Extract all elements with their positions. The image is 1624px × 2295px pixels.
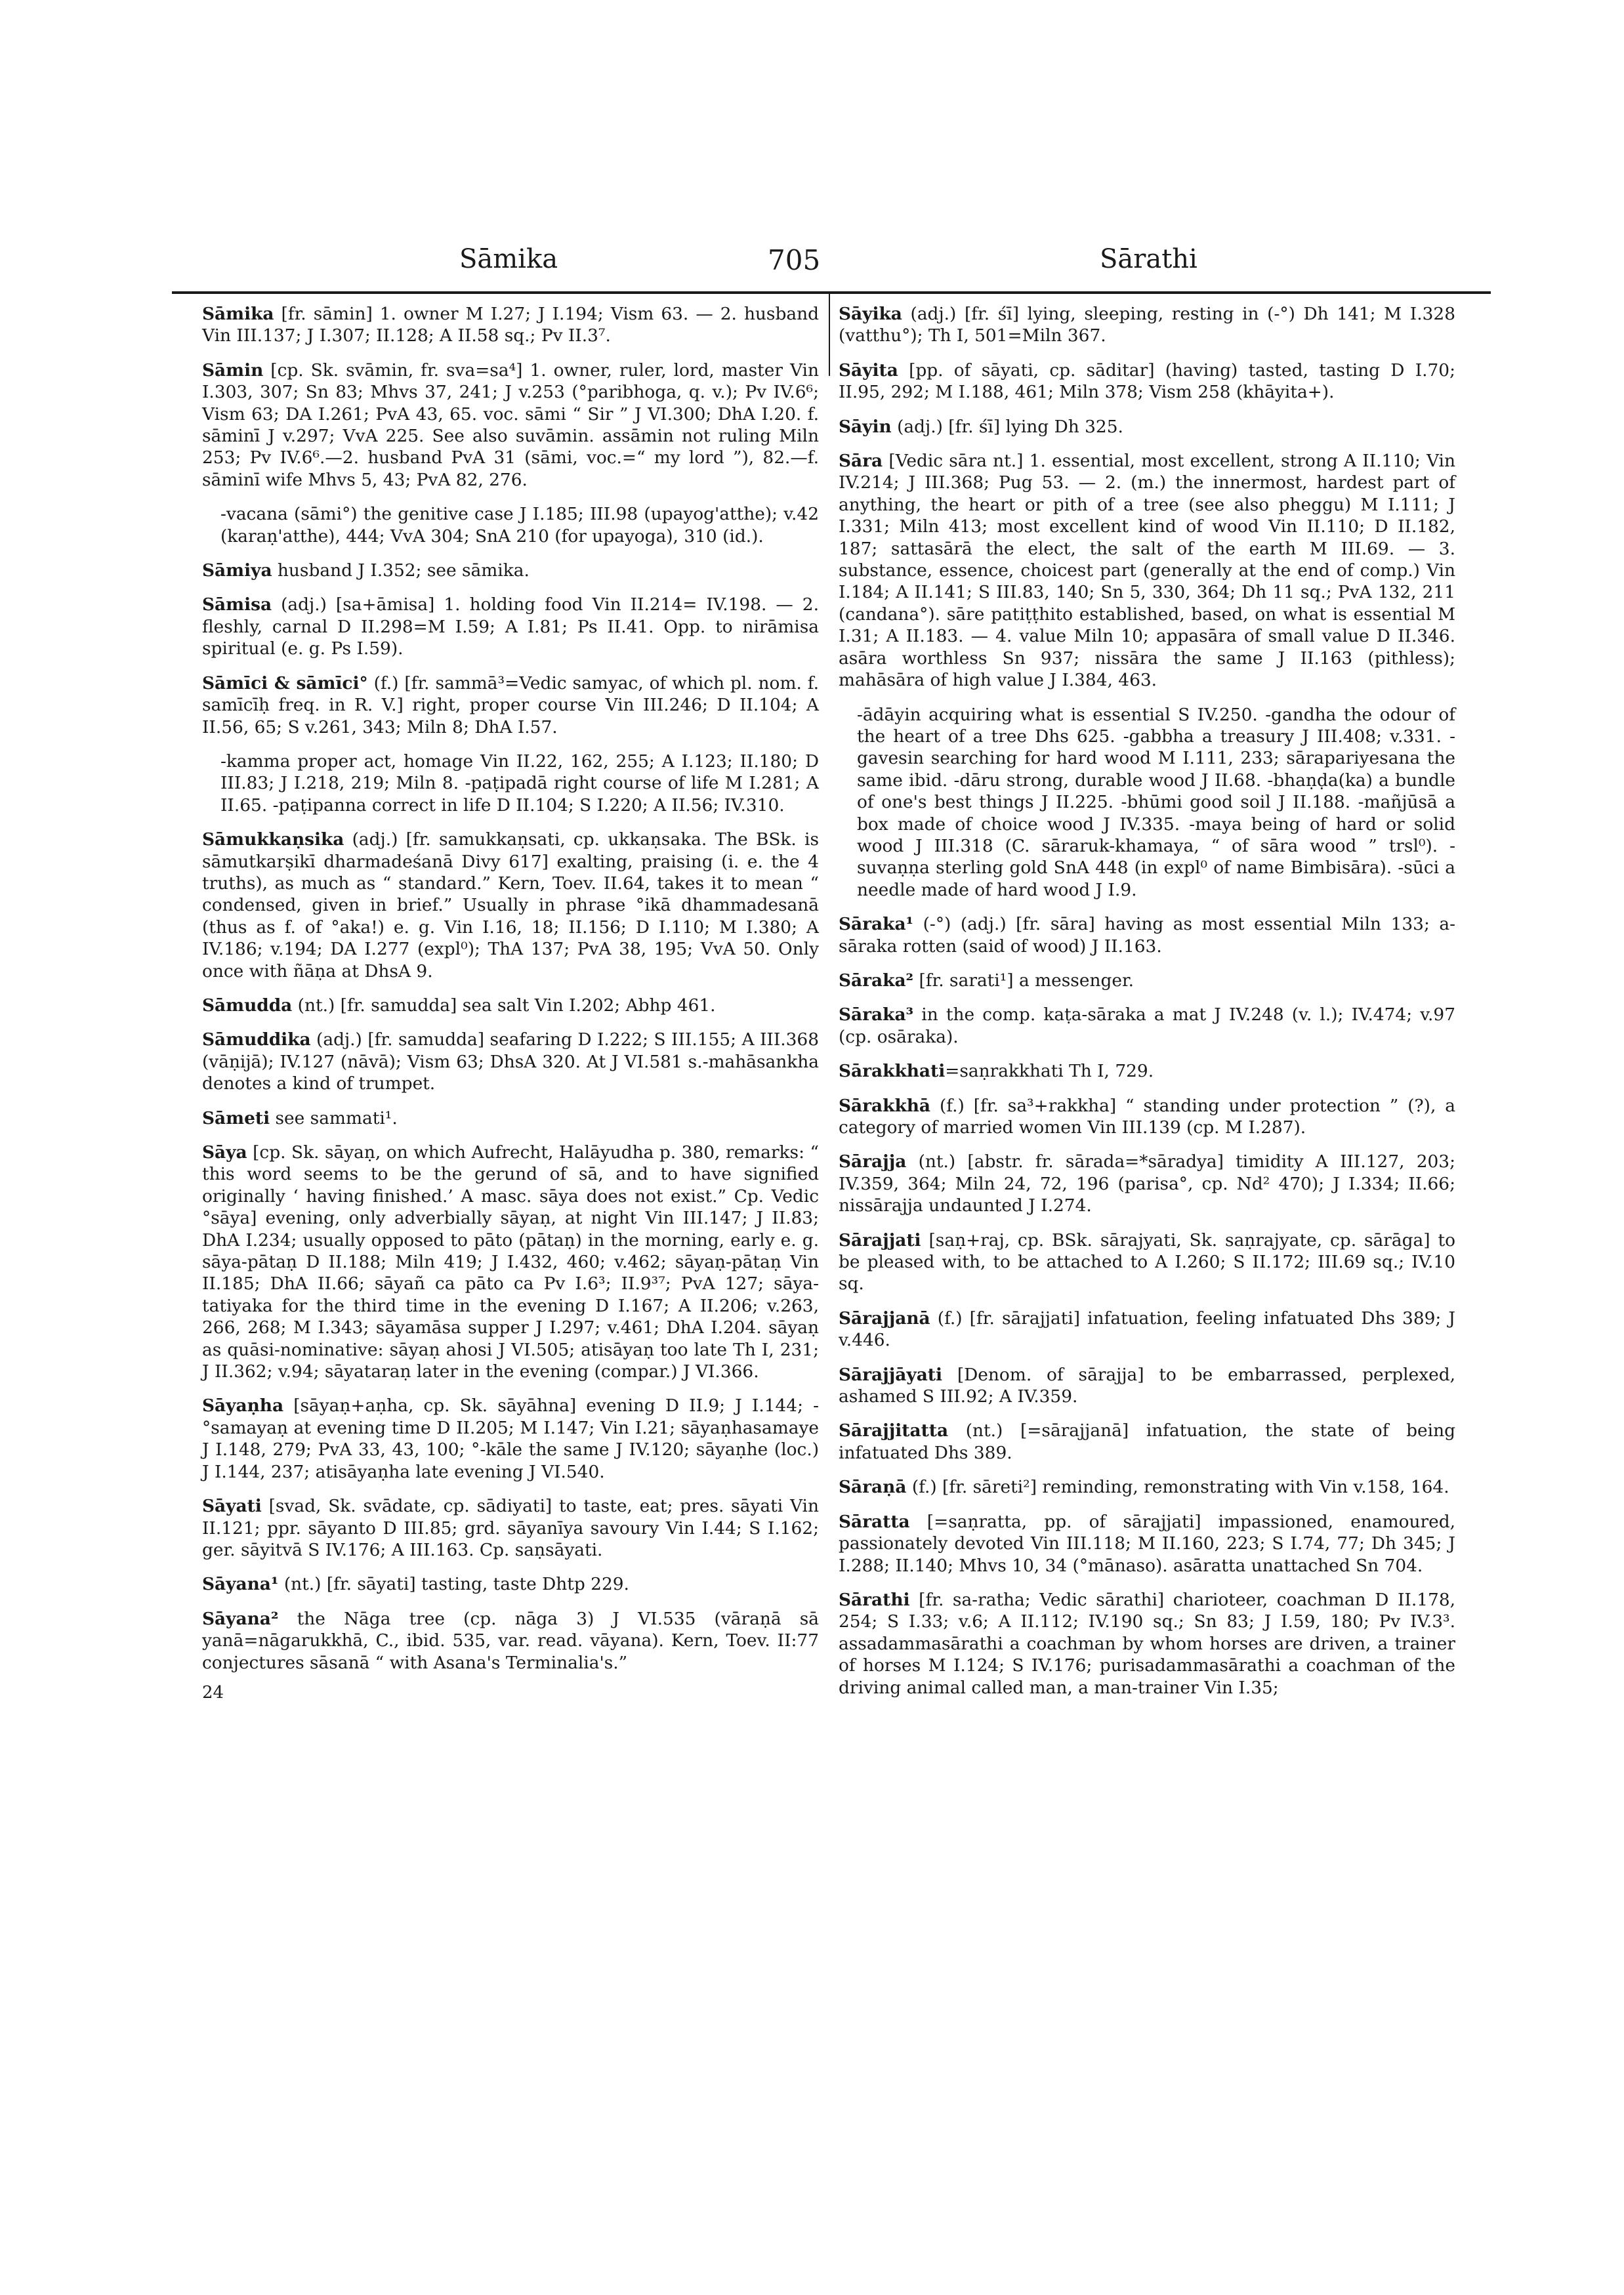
entry-definition: (f.) [fr. sāreti²] reminding, remonstrating with Vin v.158, 164. bbox=[906, 1477, 1449, 1498]
entry-definition: (-°) (adj.) [fr. sāra] having as most essential Miln 133; a-sāraka rotten (said of wood) J II.163. bbox=[839, 914, 1455, 957]
entry-headword: Sāyana¹ bbox=[202, 1574, 279, 1595]
entry-headword: Sāraṇā bbox=[839, 1477, 907, 1498]
entry-headword: Sāraka² bbox=[839, 970, 914, 991]
entry-headword: Sāmukkaṇsika bbox=[202, 829, 344, 850]
entry-headword: Sāmin bbox=[202, 360, 264, 381]
entry-headword: Sāraka¹ bbox=[839, 914, 914, 935]
entry-definition: [pp. of sāyati, cp. sāditar] (having) tasted, tasting D I.70; II.95, 292; M I.188, 461; Miln 378; Vism 258 (khāyita+). bbox=[839, 360, 1455, 403]
entry-definition: (adj.) [sa+āmisa] 1. holding food Vin II.214= IV.198. — 2. fleshly, carnal D II.298=M I.59; A I.81; Ps II.41. Opp. to nirāmisa spiritual (e. g. Ps I.59). bbox=[202, 594, 819, 659]
dictionary-entry bbox=[839, 1476, 1455, 1498]
signature-mark: 24 bbox=[202, 1682, 224, 1703]
entry-definition: (adj.) [fr. śī] lying Dh 325. bbox=[891, 416, 1123, 437]
entry-headword: Sārajjāyati bbox=[839, 1364, 943, 1385]
entry-headword: Sārakkhati bbox=[839, 1061, 946, 1082]
entry-headword: Sāmeti bbox=[202, 1107, 270, 1128]
entry-headword: Sāmisa bbox=[202, 594, 272, 615]
dictionary-entry bbox=[839, 970, 1455, 991]
entry-definition: -kamma proper act, homage Vin II.22, 162, 255; A I.123; II.180; D III.83; J I.218, 219; Miln 8. -paṭipadā right course of life M I.281; A II.65. -paṭipanna correct in life D II.104; S I.220; A II.56; IV.310. bbox=[220, 751, 819, 816]
dictionary-entry bbox=[839, 450, 1455, 691]
running-head-right: Sārathi bbox=[1100, 244, 1197, 274]
entry-definition: (f.) [fr. sammā³=Vedic samyac, of which pl. nom. f. samīcīḥ freq. in R. V.] right, proper course Vin III.246; D II.104; A II.56, 65; S v.261, 343; Miln 8; DhA I.57. bbox=[202, 672, 820, 737]
dictionary-entry bbox=[202, 560, 819, 581]
page-header bbox=[0, 244, 1624, 283]
entry-headword: Sārajjati bbox=[839, 1230, 921, 1251]
entry-definition: =saṇrakkhati Th I, 729. bbox=[945, 1061, 1154, 1082]
page-number: 705 bbox=[768, 244, 821, 276]
dictionary-entry bbox=[839, 913, 1455, 957]
dictionary-entry bbox=[839, 1511, 1455, 1577]
entry-definition: in the comp. kaṭa-sāraka a mat J IV.248 (v. l.); IV.474; v.97 (cp. osāraka). bbox=[839, 1004, 1455, 1047]
right-column bbox=[839, 303, 1455, 1711]
entry-definition: [fr. sa-ratha; Vedic sārathi] charioteer, coachman D II.178, 254; S I.33; v.6; A II.112; IV.190 sq.; Sn 83; J I.59, 180; Pv IV.3³. assadammasārathi a coachman by whom horses are driven, a trainer of horses M I.124; S IV.176; purisadammasārathi a coachman of the driving animal called man, a man-trainer Vin I.35; bbox=[839, 1589, 1455, 1698]
entry-definition: (nt.) [abstr. fr. sārada=*sāradya] timidity A III.127, 203; IV.359, 364; Miln 24, 72, 196 (parisa°, cp. Nd² 470); J I.334; II.66; nissārajja undaunted J I.274. bbox=[839, 1151, 1455, 1216]
running-head-left: Sāmika bbox=[459, 244, 558, 274]
entry-headword: Sāmudda bbox=[202, 995, 293, 1016]
dictionary-entry bbox=[202, 1029, 819, 1094]
entry-headword: Sāyati bbox=[202, 1496, 262, 1517]
entry-headword: Sārajjanā bbox=[839, 1308, 930, 1329]
dictionary-entry bbox=[202, 1495, 819, 1561]
dictionary-entry bbox=[839, 1060, 1455, 1082]
entry-headword: Sāyika bbox=[839, 304, 902, 324]
dictionary-entry bbox=[839, 360, 1455, 403]
entry-definition: (adj.) [fr. samukkaṇsati, cp. ukkaṇsaka. The BSk. is sāmutkarṣikī dharmadeśanā Divy 617] exalting, praising (i. e. the 4 truths), as much as “ standard.” Kern, Toev. II.64, takes it to mean “ condensed, given in brief.” Usually in phrase °ikā dhammadesanā (thus as f. of °aka!) e. g. Vin I.16, 18; II.156; D I.110; M I.380; A IV.186; v.194; DA I.277 (expl⁰); ThA 137; PvA 38, 195; VvA 50. Only once with ñāṇa at DhsA 9. bbox=[202, 829, 819, 982]
entry-headword: Sārathi bbox=[839, 1589, 910, 1610]
dictionary-entry bbox=[202, 1573, 819, 1595]
entry-headword: Sārakkhā bbox=[839, 1095, 931, 1116]
entry-definition: [svad, Sk. svādate, cp. sādiyati] to taste, eat; pres. sāyati Vin II.121; ppr. sāyanto D III.85; grd. sāyanīya savoury Vin I.44; S I.162; ger. sāyitvā S IV.176; A III.163. Cp. saṇsāyati. bbox=[202, 1496, 819, 1560]
dictionary-entry bbox=[202, 594, 819, 659]
dictionary-entry bbox=[202, 829, 819, 982]
dictionary-entry bbox=[839, 303, 1455, 347]
entry-definition: [=saṇratta, pp. of sārajjati] impassioned, enamoured, passionately devoted Vin III.118; M II.160, 223; S I.74, 77; Dh 345; J I.288; II.140; Mhvs 10, 34 (°mānaso). asāratta unattached Sn 704. bbox=[839, 1511, 1455, 1576]
dictionary-entry bbox=[202, 1608, 819, 1674]
entry-definition: (nt.) [fr. samudda] sea salt Vin I.202; Abhp 461. bbox=[292, 995, 716, 1016]
entry-headword: Sāmika bbox=[202, 304, 274, 324]
dictionary-entry bbox=[202, 303, 819, 347]
dictionary-entry bbox=[839, 1095, 1455, 1139]
entry-headword: Sārajjitatta bbox=[839, 1420, 949, 1441]
entry-definition: [Vedic sāra nt.] 1. essential, most excellent, strong A II.110; Vin IV.214; J III.368; Pug 53. — 2. (m.) the innermost, hardest part of anything, the heart or pith of a tree (see also pheggu) M I.111; J I.331; Miln 413; most excellent kind of wood Vin II.110; D II.182, 187; sattasārā the elect, the salt of the earth M III.69. — 3. substance, essence, choicest part (generally at the end of comp.) Vin I.184; A II.141; S III.83, 140; Sn 5, 330, 364; Dh 11 sq.; PvA 132, 211 (candana°). sāre patiṭṭhito established, based, on what is essential M I.31; A II.183. — 4. value Miln 10; appasāra of small value D II.346. asāra worthless Sn 937; nissāra the same J II.163 (pithless); mahāsāra of high value J I.384, 463. bbox=[839, 451, 1455, 691]
entry-headword: Sāyana² bbox=[202, 1608, 279, 1629]
entry-definition: (f.) [fr. sārajjati] infatuation, feeling infatuated Dhs 389; J v.446. bbox=[839, 1308, 1455, 1351]
column-divider bbox=[829, 294, 830, 376]
entry-definition: [saṇ+raj, cp. BSk. sārajyati, Sk. saṇrajyate, cp. sārāga] to be pleased with, to be attached to A I.260; S II.172; III.69 sq.; IV.10 sq. bbox=[839, 1230, 1455, 1294]
dictionary-subentry bbox=[202, 751, 819, 816]
entry-definition: (adj.) [fr. samudda] seafaring D I.222; S III.155; A III.368 (vāṇijā); IV.127 (nāvā); Vism 63; DhsA 320. At J VI.581 s.-mahāsankha denotes a kind of trumpet. bbox=[202, 1029, 819, 1094]
dictionary-entry bbox=[839, 1420, 1455, 1464]
entry-definition: [Denom. of sārajja] to be embarrassed, perplexed, ashamed S III.92; A IV.359. bbox=[839, 1364, 1455, 1407]
dictionary-entry bbox=[839, 1308, 1455, 1352]
header-rule bbox=[172, 291, 1491, 294]
entry-definition: husband J I.352; see sāmika. bbox=[272, 560, 530, 581]
entry-definition: the Nāga tree (cp. nāga 3) J VI.535 (vāraṇā sā yanā=nāgarukkhā, C., ibid. 535, var. read. vāyana). Kern, Toev. II:77 conjectures sāsanā “ with Asana's Terminalia's.” bbox=[202, 1608, 819, 1673]
dictionary-subentry bbox=[202, 503, 819, 547]
entry-headword: Sāyita bbox=[839, 360, 898, 381]
entry-definition: [cp. Sk. sāyaṇ, on which Aufrecht, Halāyudha p. 380, remarks: “ this word seems to be the gerund of sā, and to have signified originally ‘ having finished.’ A masc. sāya does not exist.” Cp. Vedic °sāya] evening, only adverbially sāyaṇ, at night Vin III.147; J II.83; DhA I.234; usually opposed to pāto (pātaṇ) in the morning, early e. g. sāya-pātaṇ D II.188; Miln 419; J I.432, 460; v.462; sāyaṇ-pātaṇ Vin II.185; DhA II.66; sāyañ ca pāto ca Pv I.6³; II.9³⁷; PvA 127; sāya-tatiyaka for the third time in the evening D I.167; A II.206; v.263, 266, 268; M I.343; sāyamāsa supper J I.297; v.461; DhA I.204. sāyaṇ as quāsi-nominative: sāyaṇ ahosi J VI.505; atisāyaṇ too late Th I, 231; J II.362; v.94; sāyataraṇ later in the evening (compar.) J VI.366. bbox=[202, 1142, 819, 1382]
entry-headword: Sāmīci & sāmīci° bbox=[202, 672, 368, 693]
dictionary-entry bbox=[202, 995, 819, 1016]
entry-headword: Sāraka³ bbox=[839, 1004, 914, 1025]
dictionary-entry bbox=[839, 1364, 1455, 1408]
entry-headword: Sāyaṇha bbox=[202, 1396, 284, 1416]
entry-headword: Sāra bbox=[839, 451, 883, 472]
dictionary-entry bbox=[202, 1107, 819, 1129]
entry-headword: Sāyin bbox=[839, 416, 892, 437]
dictionary-entry bbox=[202, 360, 819, 491]
dictionary-entry bbox=[839, 1589, 1455, 1699]
dictionary-entry bbox=[202, 1142, 819, 1382]
entry-definition: (f.) [fr. sa³+rakkha] “ standing under protection ” (?), a category of married women Vin III.139 (cp. M I.287). bbox=[839, 1095, 1455, 1138]
dictionary-entry bbox=[202, 1395, 819, 1483]
entry-definition: (nt.) [fr. sāyati] tasting, taste Dhtp 229. bbox=[278, 1574, 629, 1595]
entry-definition: [sāyaṇ+aṇha, cp. Sk. sāyāhna] evening D II.9; J I.144; -°samayaṇ at evening time D II.205; M I.147; Vin I.21; sāyaṇhasamaye J I.148, 279; PvA 33, 43, 100; °-kāle the same J IV.120; sāyaṇhe (loc.) J I.144, 237; atisāyaṇha late evening J VI.540. bbox=[202, 1396, 819, 1482]
dictionary-subentry bbox=[839, 704, 1455, 901]
entry-definition: see sammati¹. bbox=[270, 1107, 398, 1128]
entry-definition: (nt.) [=sārajjanā] infatuation, the state of being infatuated Dhs 389. bbox=[839, 1420, 1455, 1463]
entry-definition: (adj.) [fr. śī] lying, sleeping, resting in (-°) Dh 141; M I.328 (vatthu°); Th I, 501=Miln 367. bbox=[839, 304, 1455, 346]
entry-headword: Sāmiya bbox=[202, 560, 272, 581]
entry-definition: -ādāyin acquiring what is essential S IV.250. -gandha the odour of the heart of a tree Dhs 625. -gabbha a treasury J III.408; v.331. -gavesin searching for hard wood M I.111, 233; sārapariyesana the same ibid. -dāru strong, durable wood J II.68. -bhaṇḍa(ka) a bundle of one's best things J II.225. -bhūmi good soil J II.188. -mañjūsā a box made of choice wood J IV.335. -maya being of hard or solid wood J III.318 (C. sāraruk-khamaya, “ of sāra wood ” trsl⁰). -suvaṇṇa sterling gold SnA 448 (in expl⁰ of name Bimbisāra). -sūci a needle made of hard wood J I.9. bbox=[857, 704, 1455, 900]
entry-definition: [cp. Sk. svāmin, fr. sva=sa⁴] 1. owner, ruler, lord, master Vin I.303, 307; Sn 83; Mhvs 37, 241; J v.253 (°paribhoga, q. v.); Pv IV.6⁶; Vism 63; DA I.261; PvA 43, 65. voc. sāmi “ Sir ” J VI.300; DhA I.20. f. sāminī J v.297; VvA 225. See also suvāmin. assāmin not ruling Miln 253; Pv IV.6⁶.—2. husband PvA 31 (sāmi, voc.=“ my lord ”), 82.—f. sāminī wife Mhvs 5, 43; PvA 82, 276. bbox=[202, 360, 819, 490]
entry-definition: -vacana (sāmi°) the genitive case J I.185; III.98 (upayog'atthe); v.42 (karaṇ'atthe), 444; VvA 304; SnA 210 (for upayoga), 310 (id.). bbox=[220, 504, 819, 547]
entry-headword: Sārajja bbox=[839, 1151, 907, 1172]
left-column bbox=[202, 303, 819, 1704]
dictionary-entry bbox=[839, 416, 1455, 438]
entry-headword: Sāmuddika bbox=[202, 1029, 311, 1050]
dictionary-entry bbox=[202, 672, 819, 738]
entry-definition: [fr. sāmin] 1. owner M I.27; J I.194; Vism 63. — 2. husband Vin III.137; J I.307; II.128; A II.58 sq.; Pv II.3⁷. bbox=[202, 304, 819, 346]
entry-headword: Sāratta bbox=[839, 1511, 910, 1532]
dictionary-entry bbox=[839, 1230, 1455, 1295]
dictionary-entry bbox=[839, 1004, 1455, 1048]
entry-definition: [fr. sarati¹] a messenger. bbox=[913, 970, 1135, 991]
entry-headword: Sāya bbox=[202, 1142, 247, 1163]
dictionary-entry bbox=[839, 1151, 1455, 1216]
